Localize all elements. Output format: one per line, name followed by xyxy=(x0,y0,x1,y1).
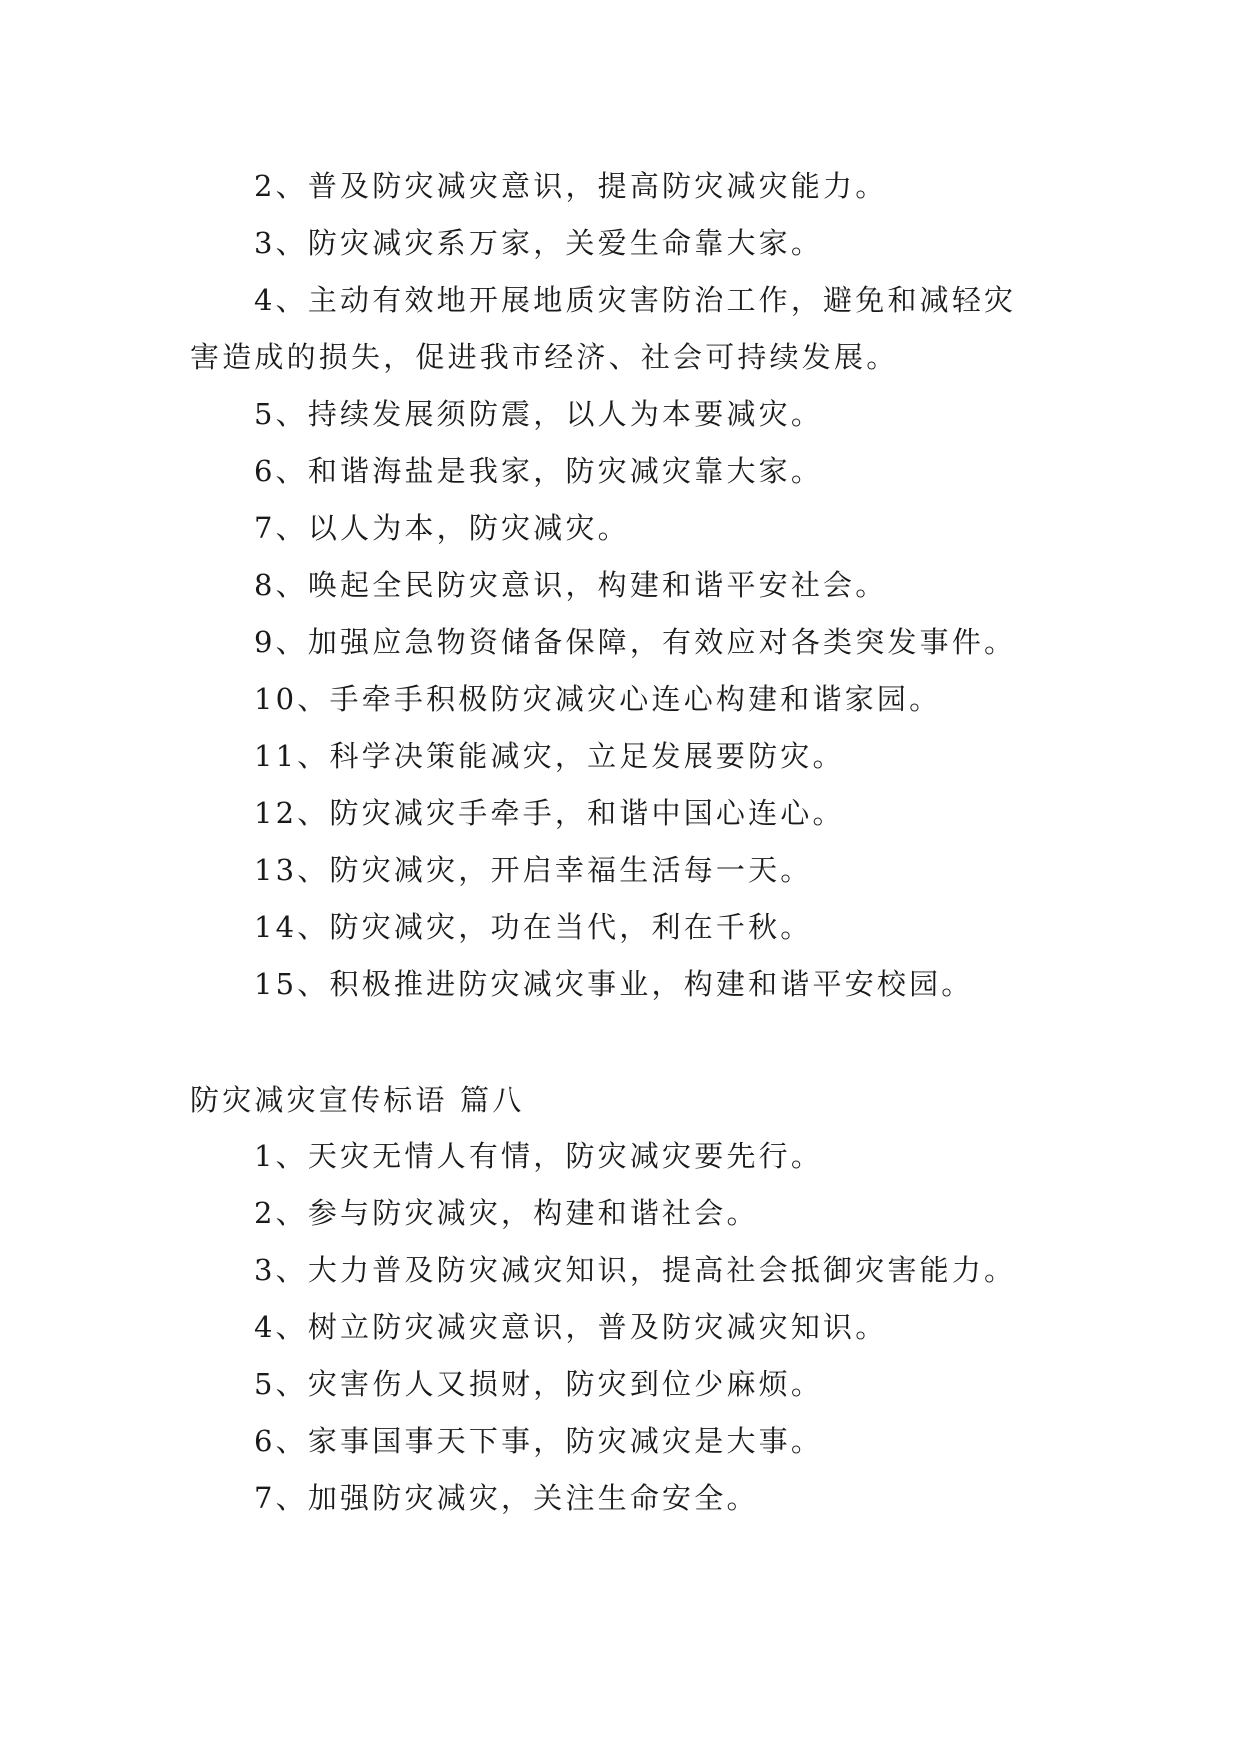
slogan-line: 2、参与防灾减灾，构建和谐社会。 xyxy=(254,1196,759,1230)
slogan-line: 6、和谐海盐是我家，防灾减灾靠大家。 xyxy=(254,454,824,488)
slogan-line: 3、防灾减灾系万家，关爱生命靠大家。 xyxy=(254,226,824,260)
slogan-line: 8、唤起全民防灾意识，构建和谐平安社会。 xyxy=(254,568,888,602)
slogan-line: 4、主动有效地开展地质灾害防治工作，避免和减轻灾 xyxy=(254,283,1017,317)
slogan-line: 3、大力普及防灾减灾知识，提高社会抵御灾害能力。 xyxy=(254,1253,1017,1287)
slogan-line: 5、灾害伤人又损财，防灾到位少麻烦。 xyxy=(254,1367,824,1401)
slogan-line: 7、加强防灾减灾，关注生命安全。 xyxy=(254,1481,759,1515)
slogan-line: 14、防灾减灾，功在当代，利在千秋。 xyxy=(254,910,813,944)
slogan-line: 5、持续发展须防震，以人为本要减灾。 xyxy=(254,397,824,431)
slogan-line: 9、加强应急物资储备保障，有效应对各类突发事件。 xyxy=(254,625,1017,659)
slogan-line: 15、积极推进防灾减灾事业，构建和谐平安校园。 xyxy=(254,967,974,1001)
slogan-line: 13、防灾减灾，开启幸福生活每一天。 xyxy=(254,853,813,887)
slogan-line-continuation: 害造成的损失，促进我市经济、社会可持续发展。 xyxy=(190,340,899,374)
slogan-line: 6、家事国事天下事，防灾减灾是大事。 xyxy=(254,1424,824,1458)
slogan-line: 2、普及防灾减灾意识，提高防灾减灾能力。 xyxy=(254,169,888,203)
slogan-line: 1、天灾无情人有情，防灾减灾要先行。 xyxy=(254,1139,824,1173)
slogan-line: 10、手牵手积极防灾减灾心连心构建和谐家园。 xyxy=(254,682,942,716)
slogan-line: 4、树立防灾减灾意识，普及防灾减灾知识。 xyxy=(254,1310,888,1344)
slogan-line: 11、科学决策能减灾，立足发展要防灾。 xyxy=(254,739,845,773)
slogan-line: 7、以人为本，防灾减灾。 xyxy=(254,511,630,545)
slogan-line: 12、防灾减灾手牵手，和谐中国心连心。 xyxy=(254,796,845,830)
section-heading: 防灾减灾宣传标语 篇八 xyxy=(190,1083,525,1117)
